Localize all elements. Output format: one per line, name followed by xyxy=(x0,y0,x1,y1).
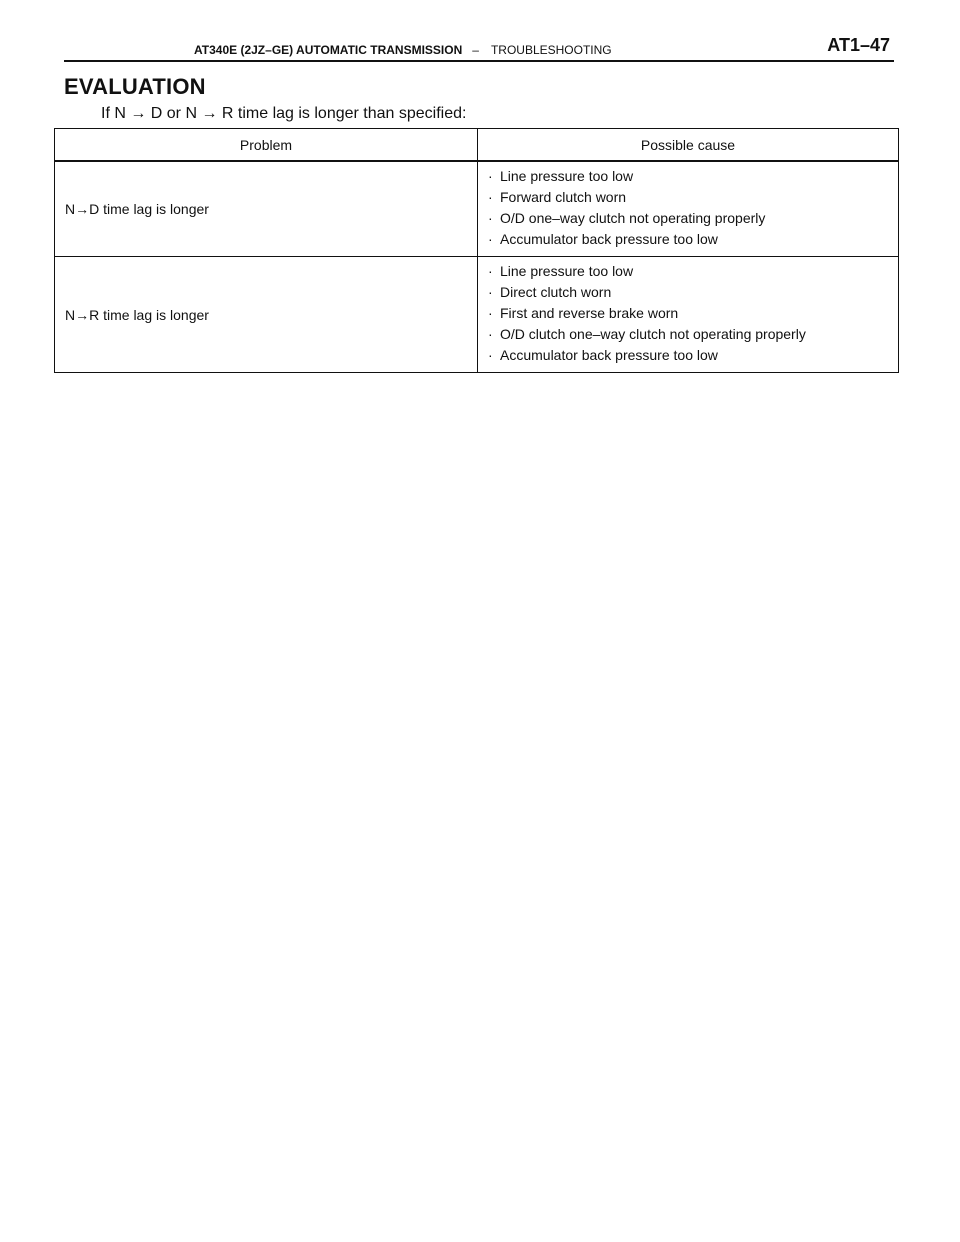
cause-text: Direct clutch worn xyxy=(500,284,612,300)
cause-text: O/D clutch one–way clutch not operating properly xyxy=(500,326,806,342)
bullet-icon: · xyxy=(488,231,493,247)
cause-item xyxy=(488,324,898,345)
causes-cell xyxy=(478,257,899,373)
table-row xyxy=(55,161,899,257)
section-subtitle: If N → D or N → R time lag is longer than specified: xyxy=(101,105,467,122)
cause-item xyxy=(488,261,898,282)
table-row xyxy=(55,257,899,373)
cause-text: Accumulator back pressure too low xyxy=(500,347,718,363)
header-section-sub: TROUBLESHOOTING xyxy=(490,43,612,57)
problem-cell: N→D time lag is longer xyxy=(55,161,478,257)
cause-item xyxy=(488,187,898,208)
page-number: AT1–47 xyxy=(827,35,890,55)
bullet-icon: · xyxy=(488,168,493,184)
header-section-label xyxy=(194,43,612,57)
cause-item xyxy=(488,229,898,250)
cause-item xyxy=(488,166,898,187)
causes-cell xyxy=(478,161,899,257)
cause-text: O/D one–way clutch not operating properly xyxy=(500,210,766,226)
header-section-title: AT340E (2JZ–GE) AUTOMATIC TRANSMISSION xyxy=(194,43,463,57)
bullet-icon: · xyxy=(488,305,493,321)
bullet-icon: · xyxy=(488,189,493,205)
header-problem: Problem xyxy=(55,129,478,162)
cause-item xyxy=(488,282,898,303)
cause-text: First and reverse brake worn xyxy=(500,305,679,321)
bullet-icon: · xyxy=(488,347,493,363)
section-title: EVALUATION xyxy=(64,74,206,99)
cause-item xyxy=(488,208,898,229)
cause-text: Accumulator back pressure too low xyxy=(500,231,718,247)
bullet-icon: · xyxy=(488,263,493,279)
header-possible-cause: Possible cause xyxy=(478,129,899,162)
cause-text: Line pressure too low xyxy=(500,263,634,279)
header-separator: – xyxy=(472,43,479,57)
bullet-icon: · xyxy=(488,326,493,342)
cause-text: Forward clutch worn xyxy=(500,189,627,205)
cause-item xyxy=(488,345,898,366)
bullet-icon: · xyxy=(488,284,493,300)
problem-cell: N→R time lag is longer xyxy=(55,257,478,373)
evaluation-table xyxy=(54,128,899,373)
cause-item xyxy=(488,303,898,324)
bullet-icon: · xyxy=(488,210,493,226)
table-header-row xyxy=(55,129,899,162)
cause-text: Line pressure too low xyxy=(500,168,634,184)
page-header xyxy=(64,28,894,62)
